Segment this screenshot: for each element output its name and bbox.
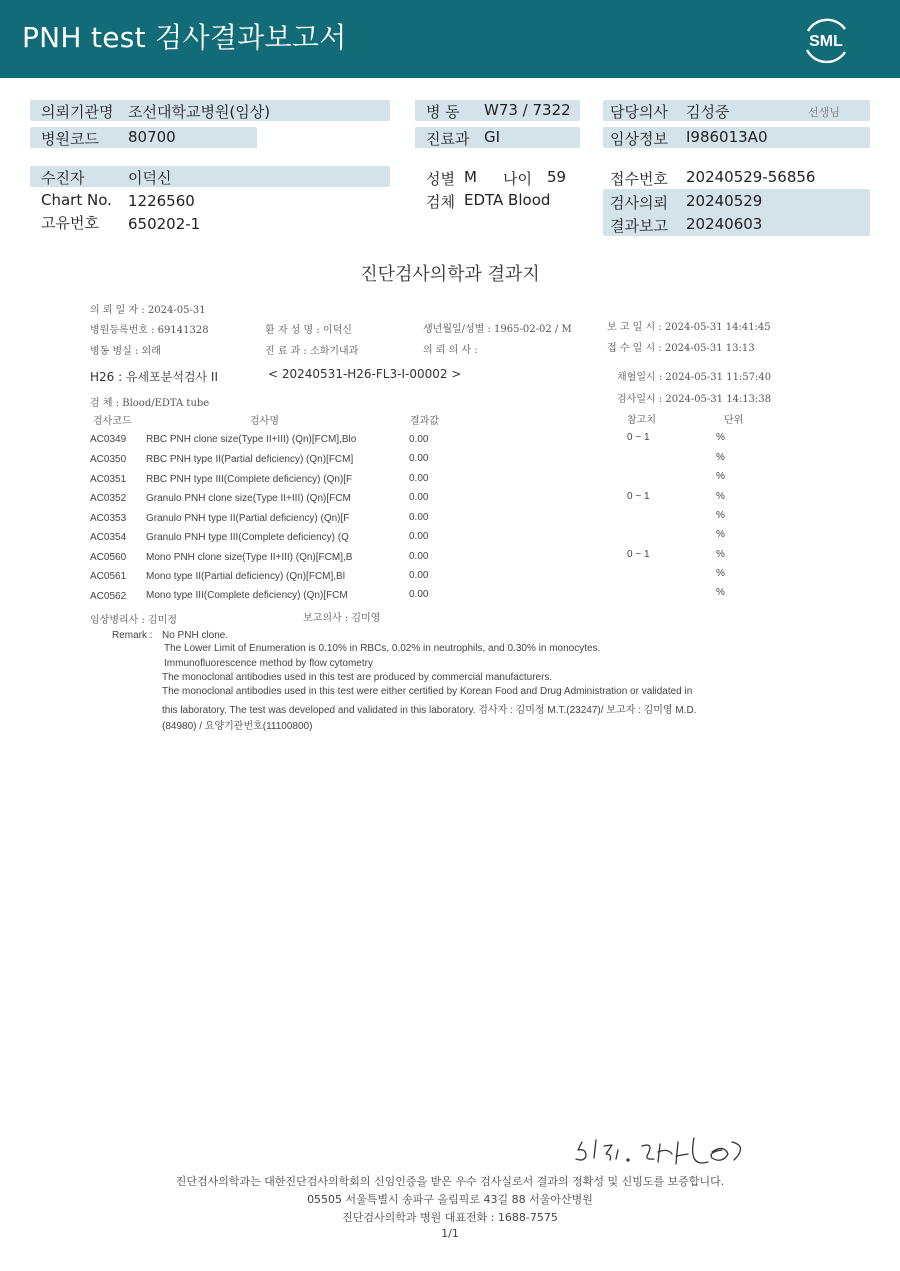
ward-room: 병동 병실 : 외래 [90, 346, 161, 357]
row-unit: % [716, 529, 725, 540]
row-name: RBC PNH type III(Complete deficiency) (Qn)[F [146, 474, 353, 485]
request-value: 20240529 [686, 192, 763, 210]
row-name: Granulo PNH clone size(Type II+III) (Qn)[FCM [146, 493, 351, 504]
ward-label: 병 동 [426, 103, 460, 121]
col-code-header: 검사코드 [93, 416, 132, 427]
ward-value: W73 / 7322 [484, 101, 571, 119]
doctor-suffix: 선생님 [808, 106, 840, 119]
chart-value: 1226560 [128, 192, 195, 210]
row-result: 0.00 [409, 589, 429, 600]
patient-label: 수진자 [41, 169, 85, 187]
output-date: 의 뢰 일 자 : 2024-05-31 [90, 305, 206, 316]
reporting-doctor: 보고의사 : 김미영 [303, 613, 381, 624]
col-ref-header: 참고치 [627, 415, 656, 426]
row-unit: % [716, 471, 725, 482]
receipt-label: 접수번호 [610, 170, 668, 188]
row-unit: % [716, 491, 725, 502]
row-code: AC0350 [90, 454, 127, 465]
dept-line: 진 료 과 : 소화기내과 [265, 346, 359, 357]
report-datetime: 보 고 일 시 : 2024-05-31 14:41:45 [607, 322, 771, 333]
receipt-datetime: 접 수 일 시 : 2024-05-31 13:13 [607, 343, 755, 354]
sex-label: 성별 [426, 170, 455, 188]
age-value: 59 [547, 168, 567, 186]
row-ref: 0 ~ 1 [627, 491, 650, 502]
row-unit: % [716, 452, 725, 463]
row-name: RBC PNH clone size(Type II+III) (Qn)[FCM],Blo [146, 434, 357, 445]
request-label: 검사의뢰 [610, 194, 668, 212]
row-name: Mono PNH clone size(Type II+III) (Qn)[FCM],B [146, 552, 353, 563]
dept-value: GI [484, 128, 501, 146]
col-result-header: 결과값 [410, 416, 439, 427]
test-id: < 20240531-H26-FL3-I-00002 > [268, 367, 462, 381]
row-ref: 0 ~ 1 [627, 549, 650, 560]
hospital-code-value: 80700 [128, 128, 176, 146]
sample-datetime: 채혈일시 : 2024-05-31 11:57:40 [617, 372, 772, 383]
remark-line: The monoclonal antibodies used in this test were either certified by Korean Food and Drug Administration or validated in [162, 686, 693, 697]
test-name: H26 : 유세포분석검사 II [90, 370, 219, 384]
remark-label: Remark : [112, 630, 153, 641]
reg-no: 병원등록번호 : 69141328 [90, 325, 209, 336]
specimen-line: 검 체 : Blood/EDTA tube [90, 398, 210, 409]
row-unit: % [716, 568, 725, 579]
row-unit: % [716, 549, 725, 560]
clinical-label: 임상정보 [610, 130, 668, 148]
dept-label: 진료과 [426, 130, 470, 148]
unique-label: 고유번호 [41, 214, 99, 232]
row-ref: 0 ~ 1 [627, 432, 650, 443]
footer-certification: 진단검사의학과는 대한진단검사의학회의 신임인증을 받은 우수 검사실로서 결과의 정확성 및 신빙도를 보증합니다. [175, 1175, 725, 1188]
col-unit-header: 단위 [724, 415, 744, 426]
clinical-value: I986013A0 [686, 128, 768, 146]
row-name: RBC PNH type II(Partial deficiency) (Qn)[FCM] [146, 454, 354, 465]
remark-line: No PNH clone. [162, 630, 229, 641]
remark-line: The Lower Limit of Enumeration is 0.10% in RBCs, 0.02% in neutrophils, and 0.30% in monocytes. [164, 643, 601, 654]
patient-name: 환 자 성 명 : 이덕신 [265, 325, 352, 336]
report-date-label: 결과보고 [610, 217, 668, 235]
physician-line: 의 뢰 의 사 : [423, 345, 478, 356]
row-result: 0.00 [409, 531, 429, 542]
specimen-label: 검체 [426, 193, 455, 211]
row-result: 0.00 [409, 434, 429, 445]
sex-value: M [464, 168, 477, 186]
row-unit: % [716, 587, 725, 598]
institution-value: 조선대학교병원(임상) [128, 103, 271, 121]
unique-value: 650202-1 [128, 215, 201, 233]
row-code: AC0561 [90, 571, 127, 582]
report-title: PNH test 검사결과보고서 [22, 21, 347, 54]
row-name: Mono type III(Complete deficiency) (Qn)[FCM [146, 590, 348, 601]
row-code: AC0560 [90, 552, 127, 563]
age-label: 나이 [503, 170, 532, 188]
test-datetime: 검사일시 : 2024-05-31 14:13:38 [617, 394, 772, 405]
row-code: AC0354 [90, 532, 127, 543]
row-code: AC0353 [90, 513, 127, 524]
row-name: Mono type II(Partial deficiency) (Qn)[FCM],Bl [146, 571, 345, 582]
col-name-header: 검사명 [250, 416, 279, 427]
footer-phone: 진단검사의학과 병원 대표전화 : 1688-7575 [342, 1211, 558, 1224]
row-result: 0.00 [409, 570, 429, 581]
report-date-value: 20240603 [686, 215, 763, 233]
footer-address: 05505 서울특별시 송파구 올림픽로 43길 88 서울아산병원 [307, 1193, 593, 1206]
chart-label: Chart No. [41, 191, 112, 209]
row-code: AC0351 [90, 474, 127, 485]
row-unit: % [716, 510, 725, 521]
sml-logo [800, 14, 852, 66]
handwritten-signature [572, 1132, 752, 1172]
row-result: 0.00 [409, 512, 429, 523]
row-name: Granulo PNH type II(Partial deficiency) (Qn)[F [146, 513, 350, 524]
birth-sex: 생년월일/성별 : 1965-02-02 / M [423, 324, 572, 335]
row-name: Granulo PNH type III(Complete deficiency) (Q [146, 532, 349, 543]
clinical-technologist: 임상병리사 : 김미정 [90, 615, 178, 626]
receipt-value: 20240529-56856 [686, 168, 816, 186]
report-header [0, 0, 900, 78]
row-result: 0.00 [409, 551, 429, 562]
institution-label: 의뢰기관명 [41, 103, 114, 121]
specimen-value: EDTA Blood [464, 191, 551, 209]
patient-value: 이덕신 [128, 169, 172, 187]
remark-line: (84980) / 요양기관번호(11100800) [162, 721, 313, 732]
row-code: AC0352 [90, 493, 127, 504]
row-result: 0.00 [409, 473, 429, 484]
row-code: AC0562 [90, 591, 127, 602]
page-number: 1/1 [441, 1227, 459, 1240]
row-unit: % [716, 432, 725, 443]
row-code: AC0349 [90, 434, 127, 445]
doctor-value: 김성중 [686, 103, 730, 121]
remark-line: The monoclonal antibodies used in this test are produced by commercial manufacturers. [162, 672, 553, 683]
remark-line: this laboratory. The test was developed and validated in this laboratory. 검사자 : 김미정 M.T.(23247)/ 보고자 : 김미영 M.D. [162, 705, 697, 716]
lab-report-title: 진단검사의학과 결과지 [360, 264, 540, 285]
hospital-code-label: 병원코드 [41, 130, 99, 148]
row-result: 0.00 [409, 492, 429, 503]
remark-line: Immunofluorescence method by flow cytometry [164, 658, 373, 669]
svg-text:SML: SML [809, 33, 843, 50]
row-result: 0.00 [409, 453, 429, 464]
doctor-label: 담당의사 [610, 103, 668, 121]
